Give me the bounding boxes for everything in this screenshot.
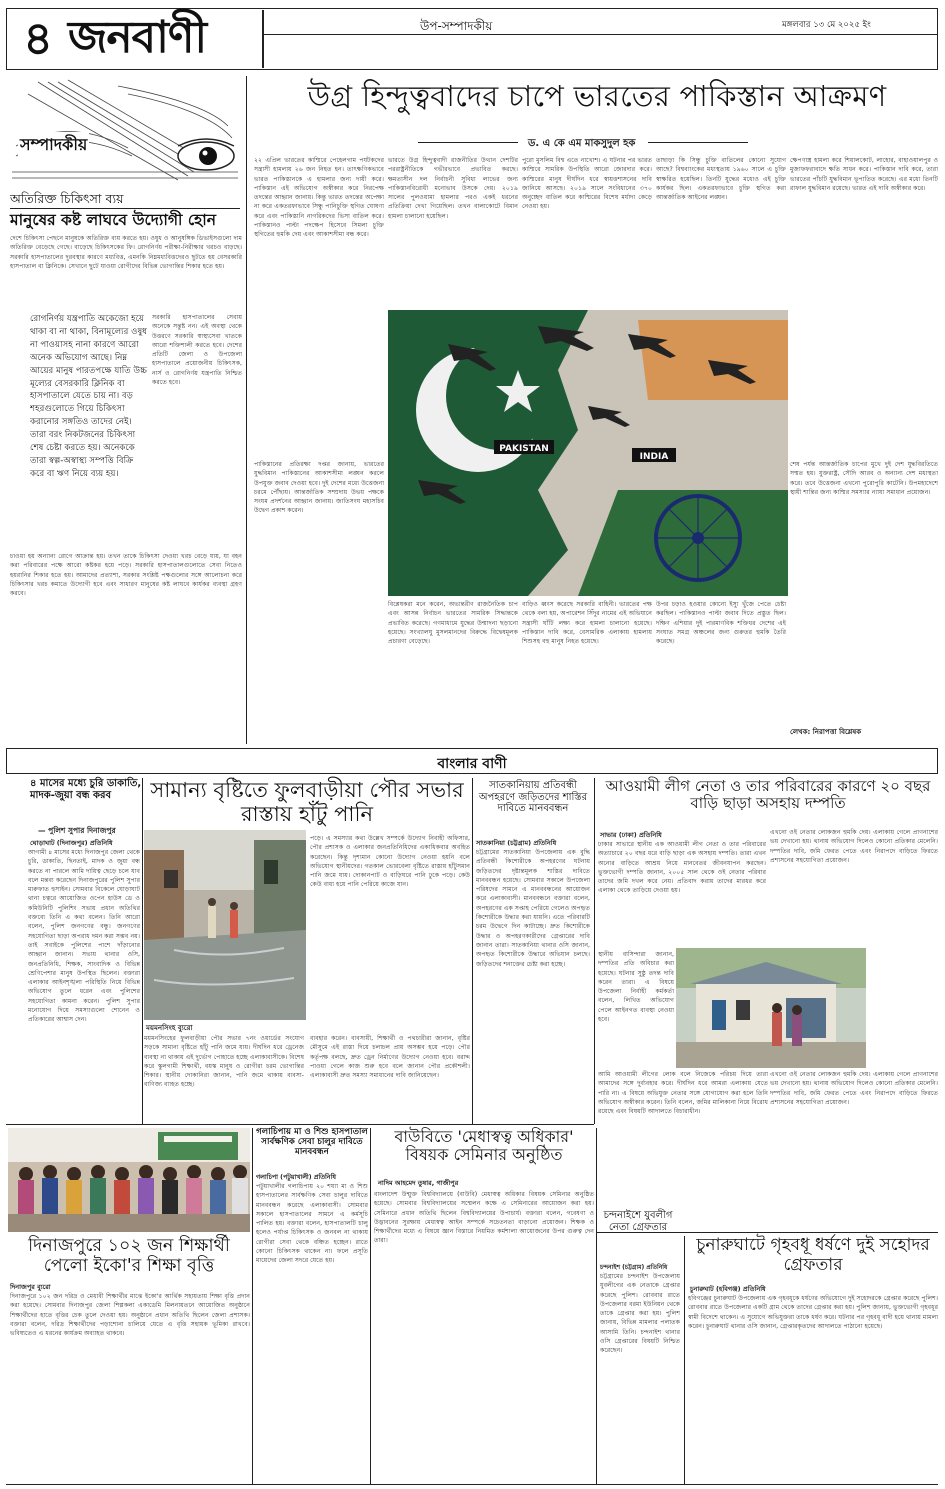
story7-headline: গলাচিপায় মা ও শিশু হাসপাতাল সার্বক্ষণিক সেবা চালুর দাবিতে মানববন্ধন bbox=[256, 1127, 368, 1157]
editorial-sketch bbox=[8, 76, 240, 186]
row3-right-top-rule bbox=[596, 1232, 938, 1233]
story3-body: চট্টগ্রামের সাতকানিয়া উপজেলায় এক বুদ্ধি প্রতিবন্ধী কিশোরীকে অপহরণের ঘটনায় জড়িতদের দৃষ্টান্তমূলক শাস্তির দাবিতে মানববন্ধন হয়েছে। সোমবার সকালে উপজেলা পরিষদের সামনে এ মানববন্ধনের আয়োজন করে এলাকাবাসী। মানববন্ধনে বক্তারা বলেন, অপহরণের এক সপ্তাহ পেরিয়ে গেলেও অপহৃত কিশোরীকে উদ্ধার করা যায়নি। এতে পরিবারটি চরম উদ্বেগে দিন কাটাচ্ছে। দ্রুত কিশোরীকে উদ্ধার ও অপহরণকারীদের গ্রেপ্তারের দাবি জানান তারা। সাতকানিয়া থানার ওসি জানান, অপহৃত কিশোরীকে উদ্ধারে অভিযান চলছে। জড়িতদের শনাক্তের চেষ্টা করা হচ্ছে। bbox=[476, 849, 590, 968]
page-bottom-rule bbox=[6, 1484, 938, 1485]
lead-column-5: ক্ষেপণাস্ত্র হামলা করে শিয়ালকোট, লাহোর, বাহাওয়ালপুর ও মুজাফফরাবাদে ক্ষতি সাধন করে। পাকিস্তান দাবি করে, তারা ভারতের পাঁচটি যুদ্ধবিমান ভূপাতিত করেছে। এর মধ্যে তিনটি রাফাল যুদ্ধবিমান রয়েছে। ভারত এই দাবি অস্বীকার করে। bbox=[790, 157, 938, 192]
couple-home-image bbox=[676, 948, 866, 1068]
editorial-kicker: অতিরিক্ত চিকিৎসা ব্যয় bbox=[10, 191, 124, 206]
lead-column-5b: শেষ পর্যন্ত আন্তর্জাতিক চাপের মুখে দুই দেশ যুদ্ধবিরতিতে সম্মত হয়। যুক্তরাষ্ট্র, সৌদি আরব ও অন্যান্য দেশ মধ্যস্থতা করে। তবে উত্তেজনা এখনো পুরোপুরি কাটেনি। উপমহাদেশে স্থায়ী শান্তির জন্য কাশ্মির সমস্যার ন্যায্য সমাধান প্রয়োজন। bbox=[790, 461, 938, 496]
header-underline bbox=[264, 34, 937, 35]
story2-body-bottom2: ব্যবহার করেন। ব্যবসায়ী, শিক্ষার্থী ও পথচারীরা জানান, বৃষ্টির মৌসুমে এই রাস্তা দিয়ে চলাচল প্রায় অসম্ভব হয়ে পড়ে। পৌর কর্তৃপক্ষ বলছে, দ্রুত ড্রেন নির্মাণের উদ্যোগ নেওয়া হবে। বরাদ্দ পাওয়া গেলে কাজ শুরু হবে বলে জানান পৌর প্রকৌশলী। এলাকাবাসী দ্রুত সমস্যা সমাধানের দাবি জানিয়েছেন। bbox=[310, 1035, 470, 1080]
story6-body: দিনাজপুরে ১০২ জন দরিদ্র ও মেধাবী শিক্ষার্থীর মাঝে ইকো'র আর্থিক সহায়তায় শিক্ষা বৃত্তি প্রদান করা হয়েছে। সোমবার দিনাজপুর জেলা শিল্পকলা একাডেমি মিলনায়তনে আয়োজিত অনুষ্ঠানে শিক্ষার্থীদের হাতে বৃত্তির চেক তুলে দেওয়া হয়। অনুষ্ঠানে প্রধান অতিথি ছিলেন জেলা প্রশাসক। বক্তারা বলেন, দরিদ্র শিক্ষার্থীদের পড়াশোনা চালিয়ে যেতে এ বৃত্তি সহায়ক ভূমিকা রাখবে। ভবিষ্যতেও এ ধরনের কার্যক্রম অব্যাহত থাকবে। bbox=[10, 1293, 250, 1338]
story2-body-right: পড়ে। এ সমস্যার কথা উল্লেখ সম্পর্কে উদ্যোগ নিবাহী অফিসার, পৌর প্রশাসক ও এলাকার জনপ্রতিনিধিদের একাধিকবার অবহিত করেছেন। কিন্তু দৃশ্যমান কোনো উদ্যোগ নেওয়া হয়নি বলে অভিযোগ স্থানীয়দের। গতকাল ভোরবেলা বৃষ্টিতে রাস্তায় হাঁটুসমান পানি জমে যায়। দোকানপাট ও বাড়িঘরে পানি ঢুকে পড়ে। কেউ কেউ বাধ্য হয়ে পানি পেরিয়ে কাজে যান। bbox=[310, 835, 470, 889]
lead-column-4b: উপর চড়াও হওয়ার কোনো ইস্যু খুঁজে পেতে চেষ্টা করছিল। পাকিস্তানও পাল্টা জবাব দিতে প্রস্তুত ছিল। দক্ষিণ এশিয়ার দুই পারমাণবিক শক্তিধর দেশের এই সংঘাত সমগ্র অঞ্চলের জন্য গুরুতর হুমকি তৈরি করেছে। bbox=[656, 601, 786, 646]
byline-rule-right bbox=[648, 142, 748, 143]
story3-divider bbox=[594, 778, 595, 1124]
story4-body-bottom: আমি আওয়ামী লীগের লোক বলে নিজেকে পরিচয় দিয়ে তারা আমাদের সঙ্গে দুর্ব্যবহার করে। দীর্ঘদিন ধরে আমরা এলাকায় যেতে পারি না। এ বিষয়ে অভিযুক্ত নেতার সঙ্গে যোগাযোগ করা হলে তিনি অভিযোগ অস্বীকার করেন। তিনি বলেন, জমির মালিকানা নিয়ে বিরোধ রয়েছে এবং বিষয়টি আদালতে বিচারাধীন। bbox=[598, 1071, 768, 1116]
lead-column-3: পুরো মুসলিম বিশ্ব এতে নাখোশ। এ ঘটনার পর ভারত কাশ্মিরে সামরিক উপস্থিতি আরো জোরদার করে। কাশ্মিরের মানুষ দীর্ঘদিন ধরে স্বায়ত্তশাসনের দাবি জানিয়ে আসছে। ২০১৯ সালে সংবিধানের ৩৭০ অনুচ্ছেদ বাতিল করে কাশ্মিরের বিশেষ মর্যাদা কেড়ে নেওয়া হয়। bbox=[522, 157, 652, 211]
story8-divider bbox=[596, 1128, 597, 1484]
story8-body: বাংলাদেশ উন্মুক্ত বিশ্ববিদ্যালয়ে (বাউবি) মেধাস্বত্ব অধিকার বিষয়ক সেমিনার অনুষ্ঠিত হয়েছে। সোমবার বিশ্ববিদ্যালয়ের সম্মেলন কক্ষে এ সেমিনারের আয়োজন করা হয়। সেমিনারে প্রধান অতিথি ছিলেন বিশ্ববিদ্যালয়ের উপাচার্য। বক্তারা বলেন, গবেষণা ও উদ্ভাবনের সুরক্ষায় মেধাস্বত্ব আইন সম্পর্কে সচেতনতা বাড়ানো প্রয়োজন। শিক্ষক ও শিক্ষার্থীদের মধ্যে এ বিষয়ে জ্ঞান বিস্তারে নিয়মিত কর্মশালা আয়োজনের উপর গুরুত্ব দেন তারা। bbox=[374, 1191, 594, 1245]
section-title: উপ-সম্পাদকীয় bbox=[420, 19, 493, 33]
editorial-pen-eye-icon bbox=[8, 76, 240, 186]
editorial-intro: দেশে চিকিৎসা পেছনে মানুষকে অতিরিক্ত ব্যয় করতে হয়। ওষুধ ও আনুষঙ্গিক ডিভাইসগুলো দাম অতিরিক্ত বেড়েছে গেছে। বাড়েছে চিকিৎসকের ফি। রোগনির্ণয় পরীক্ষা-নিরীক্ষার খরচও বাড়ছে। সরকারি হাসপাতালের দুরবস্থার কারণে মধ্যবিত্ত, এমনকি নিম্নমধ্যবিত্তদেরও ছুটতে হয় বেসরকারি হাসপাতাল বা ক্লিনিকে। সেখানে ছুটে যাওয়া রোগীদের বিভিন্ন ভোগান্তির শিকার হতে হয়। bbox=[10, 235, 242, 270]
story9-headline: চুনারুঘাটে গৃহবধূ ধর্ষণে দুই সহোদর গ্রেফতার bbox=[696, 1235, 930, 1275]
story8-dateline: নাদিম আহমেদ তুষার, গাজীপুর bbox=[378, 1179, 459, 1187]
story4-body-left: ঢাকার সাভারে স্থানীয় এক আওয়ামী লীগ নেতা ও তার পরিবারের অত্যাচারে ২০ বছর ধরে বাড়ি ছাড়া এক অসহায় দম্পতি। তারা এখন অন্যের বাড়িতে আশ্রয় নিয়ে মানবেতর জীবনযাপন করছেন। ভুক্তভোগী দম্পতি জানান, ২০০৫ সাল থেকে ওই নেতার পরিবার তাদের জমি দখল করে নেয়। প্রতিবাদ করায় তাদের মারধর করে এলাকা থেকে তাড়িয়ে দেওয়া হয়। bbox=[598, 841, 766, 895]
editorial-divider bbox=[246, 76, 247, 744]
pakistan-india-map-image bbox=[388, 310, 788, 596]
waterlogged-street-image bbox=[144, 830, 306, 1020]
section-banner-label: বাংলার বাণী bbox=[437, 756, 507, 772]
story2-headline: সামান্য বৃষ্টিতে ফুলবাড়ীয়া পৌর সভার রাস্তায় হাঁটু পানি bbox=[150, 778, 464, 827]
issue-date: মঙ্গলবার ১৩ মে ২০২৫ ইং bbox=[782, 20, 871, 30]
story1-body: আগামী ৪ মাসের মধ্যে দিনাজপুর জেলা থেকে চুরি, ডাকাতি, ছিনতাই, মাদক ও জুয়া বন্ধ করতে না পারলে আমি দায়িত্ব ছেড়ে চলে যাব বলে মন্তব্য করেছেন দিনাজপুরের পুলিশ সুপার মারুফাত হুসাইন। সোমবার বিকেলে ঘোড়াঘাট থানা চত্বরে আয়োজিত ওপেন হাউস ডে ও কমিউনিটি পুলিশিং সভায় প্রধান অতিথির বক্তব্যে তিনি এ কথা বলেন। তিনি আরো বলেন, পুলিশ জনগণের বন্ধু। জনগণের সহযোগিতা ছাড়া অপরাধ দমন করা সম্ভব নয়। তাই সবাইকে পুলিশের পাশে দাঁড়ানোর আহ্বান জানান। সভায় থানার ওসি, জনপ্রতিনিধি, শিক্ষক, সাংবাদিক ও বিভিন্ন শ্রেণিপেশার মানুষ উপস্থিত ছিলেন। বক্তারা এলাকার আইনশৃঙ্খলা পরিস্থিতি নিয়ে বিভিন্ন অভিযোগ তুলে ধরেন এবং পুলিশের সহযোগিতা কামনা করেন। পুলিশ সুপার মনোযোগ দিয়ে সমস্যাগুলো শোনেন ও প্রতিকারের আশ্বাস দেন। bbox=[28, 849, 140, 1024]
header-divider bbox=[262, 10, 264, 68]
story1-attribution: — পুলিশ সুপার দিনাজপুর bbox=[38, 826, 116, 835]
story2-photo bbox=[144, 830, 306, 1020]
story9-body: হবিগঞ্জের চুনারুঘাট উপজেলায় এক গৃহবধূকে ধর্ষণের অভিযোগে দুই সহোদরকে গ্রেপ্তার করেছে পুলিশ। রোববার রাতে উপজেলার একটি গ্রাম থেকে তাদের গ্রেপ্তার করা হয়। পুলিশ জানায়, ভুক্তভোগী গৃহবধূর স্বামী বিদেশে থাকেন। এ সুযোগে অভিযুক্তরা তাকে ধর্ষণ করে। ঘটনার পর গৃহবধূ বাদী হয়ে থানায় মামলা করেন। চুনারুঘাট থানার ওসি জানান, গ্রেপ্তারকৃতদের আদালতে পাঠানো হয়েছে। bbox=[688, 1295, 938, 1330]
story6-dateline: দিনাজপুর ব্যুরো bbox=[10, 1283, 51, 1291]
story8-headline: বাউবিতে 'মেধাস্বত্ব অধিকার' বিষয়ক সেমিনার অনুষ্ঠিত bbox=[394, 1127, 574, 1165]
lead-column-2b: বিশ্লেষকরা মনে করেন, অভ্যন্তরীণ রাজনৈতিক চাপ এবং আসন্ন নির্বাচন ভারতের সামরিক সিদ্ধান্তকে প্রভাবিত করেছে। গণমাধ্যমে যুদ্ধের উন্মাদনা ছড়ানো হয়েছে। সংখ্যালঘু মুসলমানদের বিরুদ্ধে বিদ্বেষমূলক প্রচারণা বেড়েছে। bbox=[388, 601, 518, 646]
scholarship-students-image bbox=[8, 1128, 250, 1232]
story6-divider bbox=[252, 1128, 253, 1484]
story7-divider bbox=[370, 1128, 371, 1484]
lead-column-1b: পাকিস্তানের প্রতিরক্ষা দপ্তর জানায়, ভারতের যুদ্ধবিমান পাকিস্তানের আকাশসীমা লঙ্ঘন করলে উপযুক্ত জবাব দেওয়া হবে। দুই দেশের মধ্যে উত্তেজনা চরমে পৌঁছায়। আন্তর্জাতিক সম্প্রদায় উভয় পক্ষকে সংযম প্রদর্শনের আহ্বান জানায়। জাতিসংঘ মহাসচিব উদ্বেগ প্রকাশ করেন। bbox=[254, 461, 384, 515]
story5-divider bbox=[684, 1236, 685, 1484]
story7-dateline: গলাচিপা (পটুয়াখালী) প্রতিনিধি bbox=[256, 1174, 336, 1181]
story1-headline: ৪ মাসের মধ্যে চুরি ডাকাতি, মাদক-জুয়া বন্ধ করব bbox=[30, 778, 142, 801]
map-label-pakistan: PAKISTAN bbox=[499, 444, 549, 454]
story2-body-bottom: ময়মনসিংহের ফুলবাড়ীয়া পৌর সভার ৭নং ওয়ার্ডের সংযোগ সড়কে সামান্য বৃষ্টিতে হাঁটু পানি জমে যায়। দীর্ঘদিন ধরে ড্রেনেজ ব্যবস্থা না থাকায় এই দুর্ভোগ পোহাতে হচ্ছে এলাকাবাসীকে। বিশেষ করে স্কুলগামী শিক্ষার্থী, বয়স্ক মানুষ ও রোগীরা চরম ভোগান্তির শিকার। স্থানীয় দোকানিরা জানান, পানি জমে থাকায় ব্যবসা-বাণিজ্য ব্যাহত হচ্ছে। bbox=[144, 1035, 304, 1089]
story6-headline: দিনাজপুরে ১০২ জন শিক্ষার্থী পেলো ইকো'র শিক্ষা বৃত্তি bbox=[28, 1236, 230, 1277]
lead-headline: উগ্র হিন্দুত্ববাদের চাপে ভারতের পাকিস্তান আক্রমণ bbox=[307, 79, 887, 113]
story3-headline: সাতকানিয়ায় প্রতিবন্ধী অপহরণে জড়িতদের শাস্তির দাবিতে মানববন্ধন bbox=[478, 780, 588, 814]
byline-rule-left bbox=[418, 142, 518, 143]
story7-body: পটুয়াখালীর গলাচিপায় ২০ শয্যা মা ও শিশু হাসপাতালের সার্বক্ষণিক সেবা চালুর দাবিতে মানববন্ধন করেছে এলাকাবাসী। সোমবার সকালে হাসপাতালের সামনে এ কর্মসূচি পালিত হয়। বক্তারা বলেন, হাসপাতালটি চালু হলেও পর্যাপ্ত চিকিৎসক ও জনবল না থাকায় রোগীরা সেবা থেকে বঞ্চিত হচ্ছেন। রাতে কোনো চিকিৎসক থাকেন না। ফলে প্রসূতি মায়েদের জেলা সদরে যেতে হয়। bbox=[256, 1183, 368, 1265]
story4-photo bbox=[676, 948, 866, 1068]
story4-body-bottom2: এখনো ওই নেতার লোকজন হুমকি দেয়। এলাকায় গেলে প্রাণনাশের ভয় দেখানো হয়। থানায় অভিযোগ দিলেও কোনো প্রতিকার মেলেনি। দম্পতির দাবি, জমি ফেরত পেতে এবং নিরাপদে বাড়িতে ফিরতে প্রশাসনের সহযোগিতা প্রয়োজন। bbox=[770, 1071, 938, 1106]
editorial-label: সম্পাদকীয় bbox=[18, 132, 89, 159]
story6-photo bbox=[8, 1128, 250, 1232]
story3-dateline: সাতকানিয়া (চট্টগ্রাম) প্রতিনিধি bbox=[476, 839, 557, 847]
story5-dateline: চন্দনাইশ (চট্টগ্রাম) প্রতিনিধি bbox=[600, 1264, 668, 1271]
lead-column-3b: বাড়িও ধ্বংস করেছে সরকারি বাহিনী। ভারতের পক্ষ থেকে বলা হয়, অপারেশন সিঁদুর নামের এই অভিযানে সন্ত্রাসী ঘাঁটি লক্ষ্য করে হামলা চালানো হয়েছে। পাকিস্তান দাবি করে, বেসামরিক এলাকায় হামলায় শিশুসহ বহু মানুষ নিহত হয়েছে। bbox=[522, 601, 652, 646]
story4-dateline: সাভার (ঢাকা) প্রতিনিধি bbox=[600, 831, 662, 839]
page-number: ৪ bbox=[23, 11, 53, 65]
kicker-underline bbox=[10, 208, 240, 209]
story5-headline: চন্দনাইশে যুবলীগ নেতা গ্রেফতার bbox=[603, 1210, 673, 1233]
lead-author-note: লেখক: নিরাপত্তা বিশ্লেষক bbox=[790, 728, 862, 736]
editorial-column-a: সরকারি হাসপাতালের সেবায় অনেকে সন্তুষ্ট নন। এই অবস্থা থেকে উত্তরণে সরকারি স্বাস্থ্যসেবা খাতকে আরো শক্তিশালী করতে হবে। দেশের প্রতিটি জেলা ও উপজেলা হাসপাতালে প্রয়োজনীয় চিকিৎসক, নার্স ও রোগনির্ণয় যন্ত্রপাতি নিশ্চিত করতে হবে। bbox=[152, 314, 242, 387]
row3-top-rule-left bbox=[6, 1124, 594, 1125]
story1-divider bbox=[142, 778, 143, 1124]
story5-body: চট্টগ্রামের চন্দনাইশ উপজেলায় যুবলীগের এক নেতাকে গ্রেপ্তার করেছে পুলিশ। রোববার রাতে উপজেলার বরমা ইউনিয়ন থেকে তাকে গ্রেপ্তার করা হয়। পুলিশ জানায়, বিভিন্ন মামলার পলাতক আসামি তিনি। চন্দনাইশ থানার ওসি গ্রেপ্তারের বিষয়টি নিশ্চিত করেছেন। bbox=[600, 1273, 680, 1355]
story2-dateline: ময়মনসিংহ ব্যুরো bbox=[146, 1024, 193, 1032]
lead-author: ড. এ কে এম মাকসুদুল হক bbox=[528, 138, 636, 149]
story4-headline: আওয়ামী লীগ নেতা ও তার পরিবারের কারণে ২০ বছর বাড়ি ছাড়া অসহায় দম্পতি bbox=[605, 777, 931, 813]
story2-divider bbox=[472, 778, 473, 1124]
story9-dateline: চুনারুঘাট (হবিগঞ্জ) প্রতিনিধি bbox=[690, 1285, 766, 1293]
story4-body-mid: স্থানীয় বাসিন্দারা জানান, দম্পতির প্রতি অবিচার করা হয়েছে। ঘটনার সুষ্ঠু তদন্ত দাবি করেন তারা। এ বিষয়ে উপজেলা নির্বাহী কর্মকর্তা বলেন, লিখিত অভিযোগ পেলে আইনগত ব্যবস্থা নেওয়া হবে। bbox=[598, 951, 674, 1024]
story1-dateline: ঘোড়াঘাট (দিনাজপুর) প্রতিনিধি bbox=[30, 839, 113, 847]
lead-column-1: ২২ এপ্রিল ভারতের কাশ্মিরে পেহেলগাম পর্যটকদের সন্ত্রাসী হামলায় ২৬ জন নিহত হন। তাৎক্ষণিকভাবে ভারত পাকিস্তানকে এ হামলার জন্য দায়ী করে। পাকিস্তান এই অভিযোগ অস্বীকার করে নিরপেক্ষ তদন্তের আহ্বান জানায়। কিন্তু ভারত তদন্তের অপেক্ষা না করে একতরফাভাবে সিন্ধু পানিচুক্তি স্থগিত ঘোষণা করে এবং পাকিস্তানি নাগরিকদের ভিসা বাতিল করে। পাকিস্তানও পাল্টা পদক্ষেপ হিসেবে সিমলা চুক্তি স্থগিতের হুমকি দেয় এবং আকাশসীমা বন্ধ করে। bbox=[254, 157, 384, 239]
lead-column-2: ভারতে উগ্র হিন্দুত্ববাদী রাজনীতির উত্থান দেশটির পররাষ্ট্রনীতিকে গভীরভাবে প্রভাবিত করছে। ক্ষমতাসীন দল নির্বাচনী সুবিধা লাভের জন্য পাকিস্তানবিরোধী মনোভাব উসকে দেয়। ২০১৯ সালের পুলওয়ামা হামলার পরও একই ধরনের প্রতিক্রিয়া দেখা গিয়েছিল। তখন বালাকোটে বিমান হামলা চালানো হয়েছিল। bbox=[388, 157, 518, 220]
editorial-pullquote: রোগনির্ণয় যন্ত্রপাতি অকেজো হয়ে থাকা বা না থাকা, বিনামূল্যের ওষুধ না পাওয়াসহ নানা কারণে আরো অনেক অভিযোগ আছে। নিম্ন আয়ের মানুষ পারতপক্ষে যাতি উচ্চ মূল্যের বেসরকারি ক্লিনিক বা হাসপাতালে যেতে চায় না। বড় শহরগুলোতে গিয়ে চিকিৎসা করানোর সঙ্গতিও তাদের নেই। তারা বরং নিকটজনের চিকিৎসা শেষ চেষ্টা করতে হয়। অনেককে তারা স্বল্প-অস্বাস্থ্য সম্পত্তি বিক্রি করে বা ঋণ নিয়ে ব্যয় হয়। bbox=[30, 314, 148, 479]
editorial-headline: মানুষের কষ্ট লাঘবে উদ্যোগী হোন bbox=[10, 211, 217, 229]
lead-illustration bbox=[388, 310, 788, 596]
map-label-india: INDIA bbox=[639, 452, 669, 462]
story4-body-right: এখনো ওই নেতার লোকজন হুমকি দেয়। এলাকায় গেলে প্রাণনাশের ভয় দেখানো হয়। থানায় অভিযোগ দিলেও কোনো প্রতিকার মেলেনি। দম্পতির দাবি, জমি ফেরত পেতে এবং নিরাপদে বাড়িতে ফিরতে প্রশাসনের সহযোগিতা প্রয়োজন। bbox=[770, 829, 938, 864]
editorial-bottom: চাওয়া হয় অন্যান্য রোগে আক্রান্ত হয়। তখন তাকে চিকিৎসা দেওয়া খরচ বেড়ে যায়, যা বহন করা পরিবারের পক্ষে আরো কষ্টকর হয়ে পড়ে। সরকারি হাসপাতালগুলোতে সেবা নিতেও হয়রানির শিকার হতে হয়। আমাদের প্রত্যাশা, সরকার সংশ্লিষ্ট পক্ষগুলোর সঙ্গে আলোচনা করে চিকিৎসার খরচ কমাতে উদ্যোগী হবে এবং সাধারণ মানুষের কষ্ট লাঘবে কার্যকর ব্যবস্থা গ্রহণ করবে। bbox=[10, 553, 242, 598]
newspaper-logo: জনবাণী bbox=[68, 12, 207, 63]
lead-column-4: তাছাড়া কি সিন্ধু চুক্তি বাতিলের কোনো সুযোগ আছে? বিশ্বব্যাংকের মধ্যস্থতায় ১৯৬০ সালে এ চুক্তি স্বাক্ষরিত হয়েছিল। তিনটি যুদ্ধের মধ্যেও এই চুক্তি কার্যকর ছিল। একতরফাভাবে চুক্তি স্থগিত করা আন্তর্জাতিক আইনের লঙ্ঘন। bbox=[656, 157, 786, 202]
